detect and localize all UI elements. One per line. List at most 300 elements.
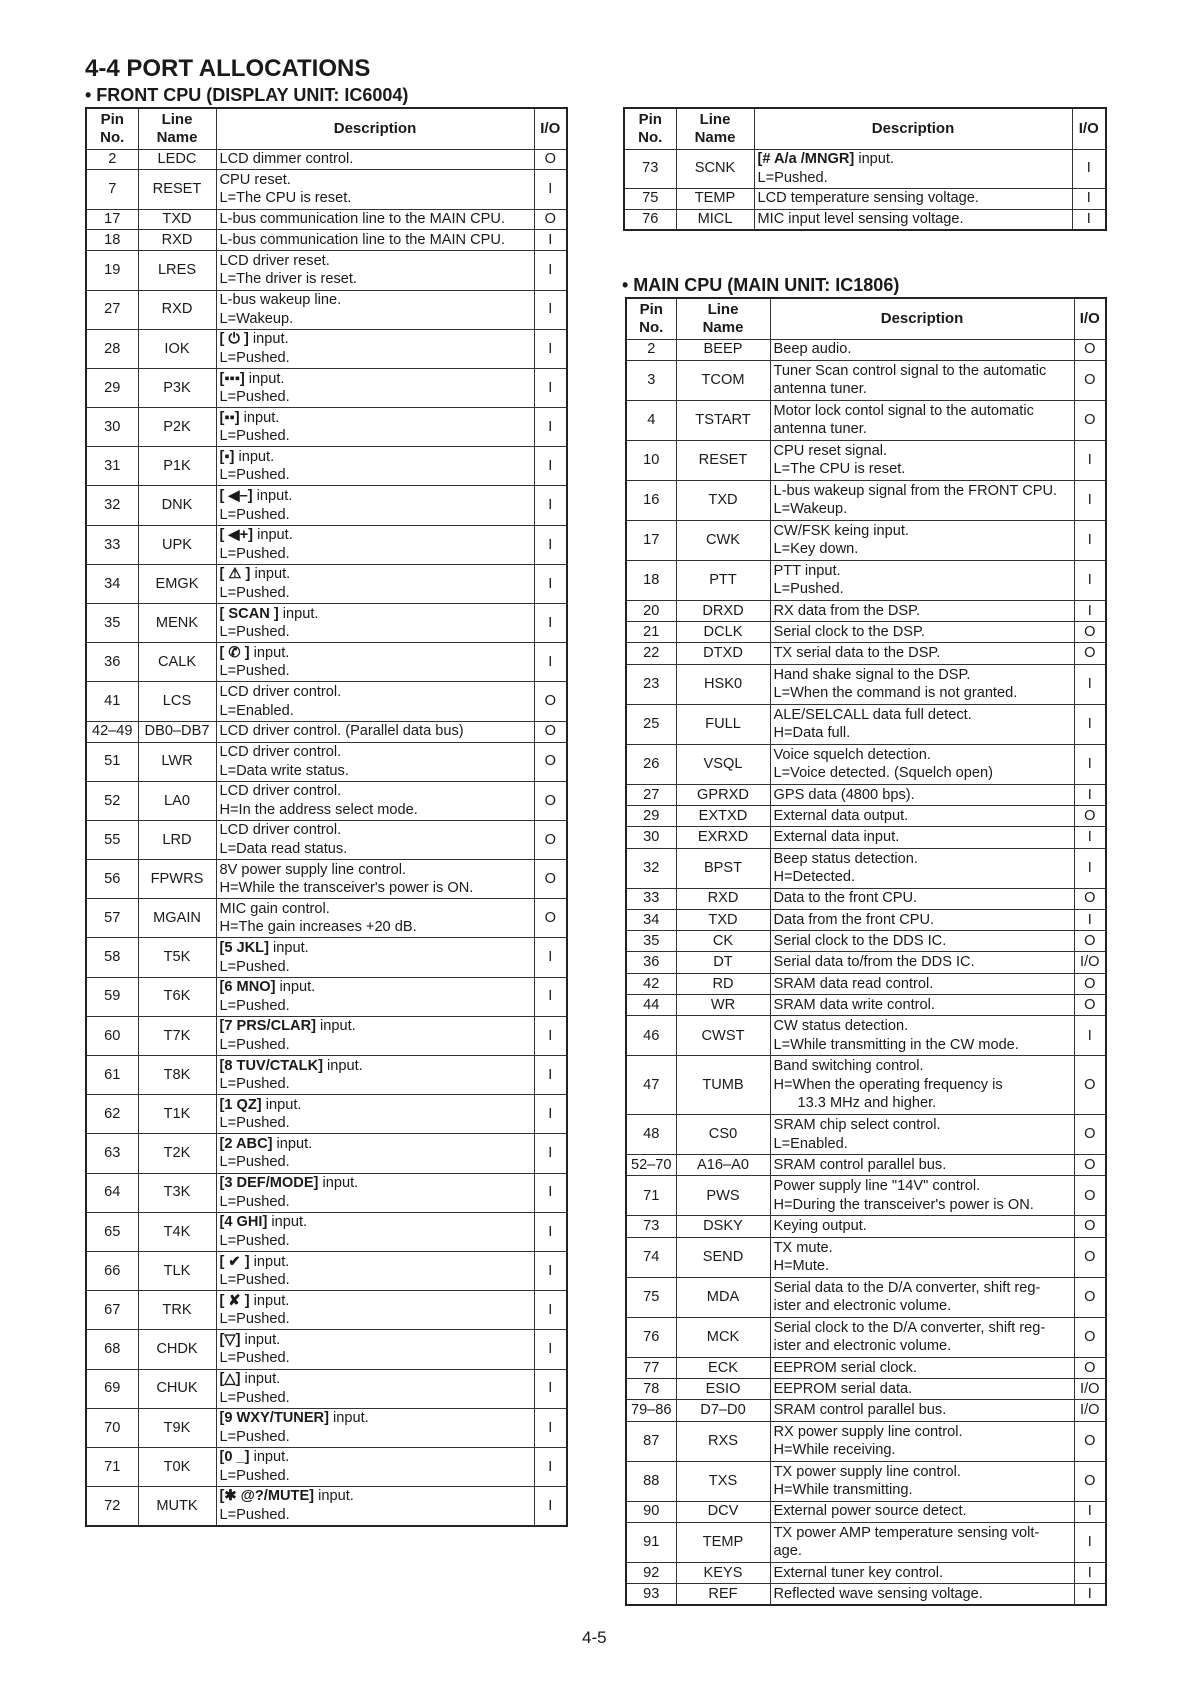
description-line: [774, 1196, 1072, 1215]
description-text: L=Enabled.: [219, 702, 294, 719]
description: [770, 1317, 1074, 1357]
pin-number: 30: [626, 827, 676, 848]
pin-number: 52–70: [626, 1155, 676, 1176]
key-label: [1 QZ]: [219, 1096, 262, 1113]
description: [770, 622, 1074, 643]
description-line: [220, 762, 532, 781]
description-text: input.: [239, 409, 280, 426]
description: [216, 682, 534, 721]
description-line: [220, 1506, 532, 1525]
description-text: input.: [323, 1057, 363, 1074]
key-label: [0 _]: [219, 1449, 250, 1466]
table-row: [86, 1447, 567, 1486]
line-name: LA0: [138, 781, 216, 820]
description-line: [220, 252, 532, 271]
table-row: [86, 742, 567, 781]
pin-number: 7: [86, 170, 138, 209]
description-text: L=Pushed.: [219, 1036, 290, 1053]
table-row: [626, 848, 1106, 888]
description-text: L-bus communication line to the MAIN CPU.: [219, 232, 506, 249]
description-text: EEPROM serial data.: [773, 1380, 913, 1397]
front-cpu-table-continued: [623, 107, 1107, 231]
line-name: DTXD: [676, 643, 770, 664]
line-header-line1: Line: [707, 300, 739, 318]
description: [770, 440, 1074, 480]
description: [216, 1447, 534, 1486]
description-text: L-bus wakeup line.: [219, 292, 342, 309]
description-line: [220, 683, 532, 702]
description: [770, 1056, 1074, 1115]
pin-number: 51: [86, 742, 138, 781]
description-line: [774, 1057, 1072, 1076]
description: [216, 1330, 534, 1369]
table-row: [626, 1277, 1106, 1317]
table-row: [626, 1562, 1106, 1583]
description: [770, 1461, 1074, 1501]
io-direction: O: [534, 149, 567, 170]
description-line: [220, 1232, 532, 1251]
description-text: RX data from the DSP.: [773, 602, 921, 619]
pin-number: 60: [86, 1016, 138, 1055]
description-line: [220, 1310, 532, 1329]
description: [216, 368, 534, 407]
description: [754, 149, 1072, 188]
line-name: T6K: [138, 977, 216, 1016]
io-direction: O: [1074, 1317, 1106, 1357]
description-text: SRAM chip select control.: [773, 1117, 941, 1134]
table-row: [626, 995, 1106, 1016]
pin-number: 42: [626, 973, 676, 994]
table-row: [626, 643, 1106, 664]
description-line: [758, 189, 1070, 208]
pin-number: 87: [626, 1421, 676, 1461]
description-line: [774, 1239, 1072, 1258]
line-name: MENK: [138, 604, 216, 643]
description-text: EEPROM serial clock.: [773, 1359, 918, 1376]
pin-number: 59: [86, 977, 138, 1016]
line-name: TEMP: [676, 1522, 770, 1562]
io-direction: O: [534, 820, 567, 859]
description-text: L=Pushed.: [773, 581, 844, 598]
description-line: [774, 932, 1072, 951]
description-line: [220, 448, 532, 467]
table-row: [626, 1584, 1106, 1605]
line-name: FPWRS: [138, 860, 216, 899]
description-line: [220, 1292, 532, 1311]
line-name: D7–D0: [676, 1400, 770, 1421]
description-text: L=When the command is not granted.: [773, 685, 1018, 702]
table-row: [86, 721, 567, 742]
table-row: [86, 486, 567, 525]
description-line: [220, 644, 532, 663]
table-row: [626, 1461, 1106, 1501]
description: [216, 643, 534, 682]
line-name: KEYS: [676, 1562, 770, 1583]
line-name: UPK: [138, 525, 216, 564]
description-text: H=During the transceiver's power is ON.: [773, 1196, 1034, 1213]
line-name-header: [676, 108, 754, 149]
description-line: [220, 1193, 532, 1212]
pin-number: 92: [626, 1562, 676, 1583]
description-text: LCD temperature sensing voltage.: [757, 190, 979, 207]
warning-icon: [ ⚠ ]: [219, 566, 251, 583]
description-text: antenna tuner.: [773, 421, 867, 438]
pin-number: 57: [86, 899, 138, 938]
io-direction: I: [1072, 188, 1106, 209]
description-text: LCD driver control.: [219, 783, 342, 800]
description: [216, 525, 534, 564]
description-text: H=The gain increases +20 dB.: [219, 919, 417, 936]
description: [770, 664, 1074, 704]
table-row: [86, 408, 567, 447]
description-line: [774, 540, 1072, 559]
table-row: [626, 1522, 1106, 1562]
description-text: L=Pushed.: [219, 545, 290, 562]
description-line: [220, 1448, 532, 1467]
description: [770, 704, 1074, 744]
description-text: L=Data write status.: [219, 762, 349, 779]
description-text: L=The driver is reset.: [219, 271, 357, 288]
table-row: [86, 1251, 567, 1290]
description-line: [220, 918, 532, 937]
description-text: antenna tuner.: [773, 381, 867, 398]
description-line: [774, 706, 1072, 725]
line-name-header: [138, 108, 216, 149]
table-row: [626, 1400, 1106, 1421]
pin-number: 56: [86, 860, 138, 899]
pin-number: 4: [626, 400, 676, 440]
line-name: T3K: [138, 1173, 216, 1212]
io-direction: O: [1074, 973, 1106, 994]
pin-number: 76: [626, 1317, 676, 1357]
pin-number: 22: [626, 643, 676, 664]
line-name: GPRXD: [676, 784, 770, 805]
description-text: input.: [267, 1214, 308, 1231]
pin-number: 44: [626, 995, 676, 1016]
description-text: input.: [249, 644, 290, 661]
io-direction: O: [534, 742, 567, 781]
cross-icon: [ ✘ ]: [219, 1292, 250, 1309]
line-name: DSKY: [676, 1216, 770, 1237]
description-line: [774, 666, 1072, 685]
pin-number: 34: [626, 909, 676, 930]
pin-number: 33: [86, 525, 138, 564]
line-name: P2K: [138, 408, 216, 447]
line-name: LCS: [138, 682, 216, 721]
line-name: TCOM: [676, 360, 770, 400]
pin-header-line2: No.: [638, 128, 663, 146]
description: [770, 995, 1074, 1016]
description-line: [774, 1177, 1072, 1196]
description-header: Description: [770, 298, 1074, 339]
io-direction: I: [534, 1369, 567, 1408]
line-name: PWS: [676, 1176, 770, 1216]
description: [770, 1016, 1074, 1056]
table-row: [626, 1016, 1106, 1056]
description-line: [774, 522, 1072, 541]
pin-number: 79–86: [626, 1400, 676, 1421]
pin-number: 41: [86, 682, 138, 721]
io-direction: I: [534, 1291, 567, 1330]
description-line: [774, 684, 1072, 703]
table-row: [86, 1134, 567, 1173]
description: [216, 149, 534, 170]
io-direction: I: [1074, 784, 1106, 805]
description: [770, 827, 1074, 848]
description-line: [220, 958, 532, 977]
description-line: [220, 584, 532, 603]
table-row: [626, 827, 1106, 848]
table-row: [626, 805, 1106, 826]
description: [770, 1378, 1074, 1399]
line-header-line1: Line: [161, 110, 193, 128]
description-text: input.: [268, 940, 309, 957]
io-direction: I: [1074, 560, 1106, 600]
io-direction: I: [534, 1487, 567, 1526]
description-text: CW status detection.: [773, 1018, 909, 1035]
description-line: [774, 460, 1072, 479]
description: [770, 1400, 1074, 1421]
pin-number: 2: [86, 149, 138, 170]
pin-number: 17: [626, 520, 676, 560]
description: [216, 329, 534, 368]
line-name: LRD: [138, 820, 216, 859]
line-name: RXD: [138, 230, 216, 251]
table-row: [86, 564, 567, 603]
line-name: DNK: [138, 486, 216, 525]
pin-number: 48: [626, 1115, 676, 1155]
table-row: [624, 209, 1106, 230]
pin-number: 62: [86, 1095, 138, 1134]
io-direction: I: [534, 251, 567, 290]
pin-number: 36: [626, 952, 676, 973]
description-line: [774, 1564, 1072, 1583]
io-direction: I/O: [1074, 1378, 1106, 1399]
line-header-line1: Line: [699, 110, 731, 128]
description-text: Data from the front CPU.: [773, 911, 935, 928]
description-text: CW/FSK keing input.: [773, 522, 909, 539]
pin-number: 70: [86, 1408, 138, 1447]
description-line: [220, 487, 532, 506]
io-direction: I: [534, 1251, 567, 1290]
description-text: TX mute.: [773, 1239, 833, 1256]
key-label: [# A/a /MNGR]: [757, 151, 855, 168]
description-text: SRAM data read control.: [773, 975, 934, 992]
pin-number: 71: [626, 1176, 676, 1216]
io-direction: O: [534, 682, 567, 721]
description-line: [774, 1297, 1072, 1316]
description-line: [774, 1441, 1072, 1460]
line-name: T4K: [138, 1212, 216, 1251]
table-row: [626, 600, 1106, 621]
description-text: L=Pushed.: [219, 997, 290, 1014]
pin-number: 72: [86, 1487, 138, 1526]
description-line: [774, 482, 1072, 501]
line-header-line2: Name: [694, 128, 736, 146]
description: [216, 290, 534, 329]
description-line: [774, 420, 1072, 439]
description-line: [220, 349, 532, 368]
io-direction: O: [534, 209, 567, 230]
table-row: [626, 784, 1106, 805]
description-text: input.: [275, 979, 316, 996]
table-row: [624, 149, 1106, 188]
description: [770, 909, 1074, 930]
description: [770, 1216, 1074, 1237]
description-line: [220, 939, 532, 958]
description-line: [220, 1467, 532, 1486]
io-direction: O: [534, 860, 567, 899]
description-text: input.: [252, 488, 293, 505]
description: [216, 1134, 534, 1173]
description-line: [774, 1319, 1072, 1338]
description-line: [220, 545, 532, 564]
description-text: input.: [234, 448, 275, 465]
table-row: [626, 1317, 1106, 1357]
io-direction: I: [534, 486, 567, 525]
pin-number: 76: [624, 209, 676, 230]
description-text: H=Data full.: [773, 725, 851, 742]
pin-number: 88: [626, 1461, 676, 1501]
description: [770, 400, 1074, 440]
description: [216, 447, 534, 486]
description-line: [774, 1481, 1072, 1500]
description: [770, 1277, 1074, 1317]
line-name: T9K: [138, 1408, 216, 1447]
description-text: input.: [250, 566, 291, 583]
description: [770, 848, 1074, 888]
table-row: [626, 400, 1106, 440]
description-line: [774, 562, 1072, 581]
table-row: [86, 899, 567, 938]
io-direction: I: [534, 564, 567, 603]
description-line: [774, 362, 1072, 381]
description: [770, 1584, 1074, 1605]
io-direction: O: [1074, 1115, 1106, 1155]
io-direction: I: [1072, 209, 1106, 230]
io-direction: I: [534, 170, 567, 209]
page-number: 4-5: [582, 1628, 607, 1647]
description-line: [774, 850, 1072, 869]
description-text: Power supply line "14V" control.: [773, 1178, 981, 1195]
description: [770, 1421, 1074, 1461]
io-direction: I: [1074, 909, 1106, 930]
table-row: [626, 888, 1106, 909]
io-direction: O: [1074, 1237, 1106, 1277]
io-direction: I: [1074, 848, 1106, 888]
description-text: Keying output.: [773, 1218, 867, 1235]
table-row: [86, 1291, 567, 1330]
io-direction: O: [1074, 1421, 1106, 1461]
description-line: [758, 169, 1070, 188]
description-text: H=While the transceiver's power is ON.: [219, 880, 474, 897]
description-line: [220, 702, 532, 721]
description-text: L=Voice detected. (Squelch open): [773, 765, 993, 782]
description-text: input.: [249, 1292, 290, 1309]
description-text: input.: [314, 1488, 354, 1505]
description-text: input.: [328, 1410, 369, 1427]
description-line: [220, 722, 532, 741]
description-line: [774, 911, 1072, 930]
description: [770, 339, 1074, 360]
pin-number: 18: [86, 230, 138, 251]
description-text: LCD driver control.: [219, 684, 342, 701]
description: [770, 1115, 1074, 1155]
line-name: MCK: [676, 1317, 770, 1357]
description-line: [774, 1135, 1072, 1154]
line-name-header: [676, 298, 770, 339]
line-name: A16–A0: [676, 1155, 770, 1176]
description-text: L=The CPU is reset.: [219, 190, 352, 207]
description-text: L=Pushed.: [219, 1428, 290, 1445]
description: [770, 1562, 1074, 1583]
description: [216, 1212, 534, 1251]
description-line: [220, 1135, 532, 1154]
header-row: [624, 108, 1106, 149]
table-row: [626, 1357, 1106, 1378]
pin-number: 75: [624, 188, 676, 209]
volume-down-icon: [ ◀–]: [219, 488, 253, 505]
line-name: MUTK: [138, 1487, 216, 1526]
description-line: [220, 330, 532, 349]
description-text: PTT input.: [773, 562, 841, 579]
description-text: L=Pushed.: [219, 1506, 290, 1523]
pin-header-line1: Pin: [100, 110, 124, 128]
description-text: SRAM data write control.: [773, 996, 935, 1013]
table-row: [626, 1421, 1106, 1461]
description: [216, 938, 534, 977]
pin-number: 30: [86, 408, 138, 447]
description-text: 8V power supply line control.: [219, 861, 407, 878]
key-label: [9 WXY/TUNER]: [219, 1410, 329, 1427]
description-line: [220, 1057, 532, 1076]
description-text: L=Pushed.: [219, 1311, 290, 1328]
description-text: input.: [248, 331, 289, 348]
front-cpu-heading: • FRONT CPU (DISPLAY UNIT: IC6004): [85, 85, 409, 105]
description-line: [220, 427, 532, 446]
table-row: [86, 1369, 567, 1408]
io-direction: I/O: [1074, 1400, 1106, 1421]
line-name: CS0: [676, 1115, 770, 1155]
description-text: Voice squelch detection.: [773, 746, 931, 763]
pin-number: 29: [86, 368, 138, 407]
table-row: [86, 1056, 567, 1095]
description: [216, 564, 534, 603]
description-text: CPU reset signal.: [773, 442, 888, 459]
pin-number: 33: [626, 888, 676, 909]
line-name: IOK: [138, 329, 216, 368]
io-direction: I: [1074, 664, 1106, 704]
description: [216, 1487, 534, 1526]
description-text: L=Pushed.: [219, 1232, 290, 1249]
description-line: [774, 828, 1072, 847]
description: [770, 973, 1074, 994]
description-text: Serial data to the D/A converter, shift reg-: [773, 1279, 1041, 1296]
table-row: [86, 447, 567, 486]
description-line: [774, 340, 1072, 359]
io-direction: I: [1074, 520, 1106, 560]
line-name: MICL: [676, 209, 754, 230]
description: [770, 952, 1074, 973]
description-text: L=Pushed.: [219, 624, 290, 641]
description-text: L=Pushed.: [219, 1467, 290, 1484]
description-text: H=When the operating frequency is: [773, 1076, 1003, 1093]
io-direction: O: [1074, 360, 1106, 400]
description-line: [220, 662, 532, 681]
power-icon: [ ⏻ ]: [219, 331, 249, 348]
table-row: [86, 1173, 567, 1212]
description-text: input.: [240, 1331, 281, 1348]
